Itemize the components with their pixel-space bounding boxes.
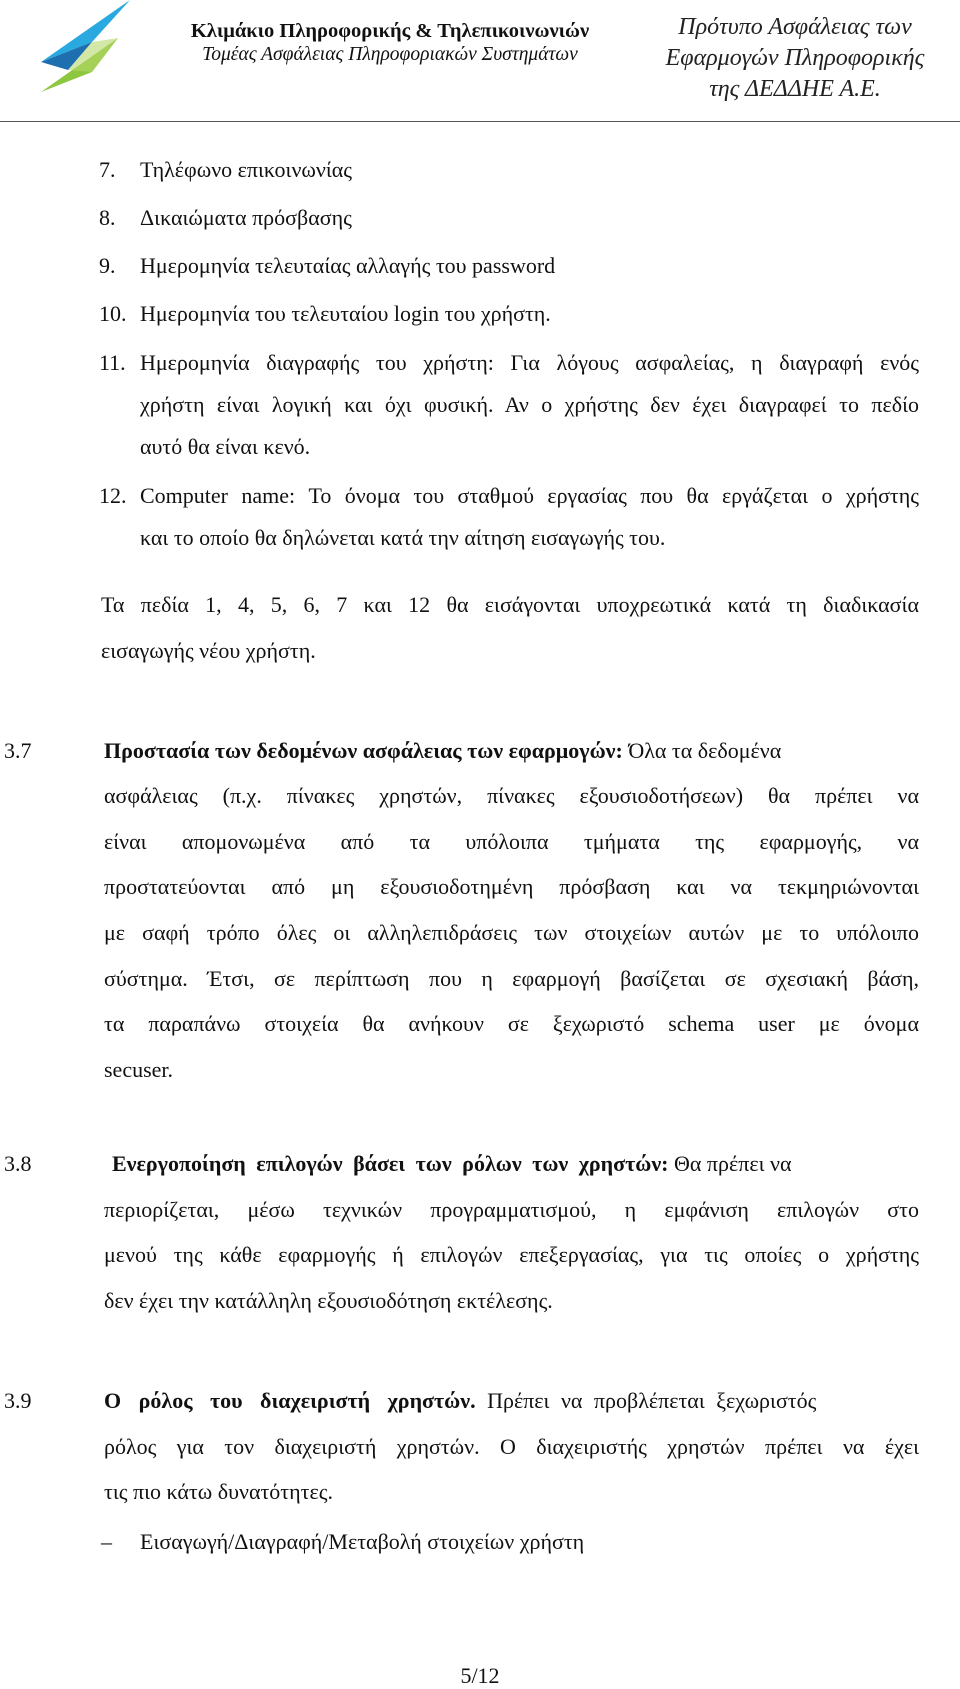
section-title: Προστασία των δεδομένων ασφάλειας των εφαρμογών: xyxy=(104,738,623,763)
section-text-line: περιορίζεται, μέσω τεχνικών προγραμματισμού, η εμφάνιση επιλογών στο xyxy=(104,1197,919,1222)
list-number: 10. xyxy=(99,301,127,326)
organization-logo xyxy=(38,0,138,95)
doc-title-line: της ΔΕΔΔΗΕ Α.Ε. xyxy=(709,76,881,102)
section-title: Ο ρόλος του διαχειριστή χρηστών. xyxy=(104,1388,476,1413)
section-text-line: τα παραπάνω στοιχεία θα ανήκουν σε ξεχωριστό schema user με όνομα xyxy=(104,1011,919,1036)
section-text-line: ρόλος για τον διαχειριστή χρηστών. Ο διαχειριστής χρηστών πρέπει να έχει xyxy=(104,1434,919,1459)
section-title: Ενεργοποίηση επιλογών βάσει των ρόλων των χρηστών: xyxy=(112,1151,669,1176)
list-item-continuation: και το οποίο θα δηλώνεται κατά την αίτηση εισαγωγής του. xyxy=(140,525,666,550)
header-divider xyxy=(0,121,960,122)
section-text-line: προστατεύονται από μη εξουσιοδοτημένη πρόσβαση και να τεκμηριώνονται xyxy=(104,874,919,899)
section-text: Θα πρέπει να xyxy=(668,1151,792,1176)
section-text-line: τις πιο κάτω δυνατότητες. xyxy=(104,1479,333,1504)
doc-title-line: Πρότυπο Ασφάλειας των xyxy=(678,14,912,40)
org-name: Κλιμάκιο Πληροφορικής & Τηλεπικοινωνιών xyxy=(190,20,590,42)
bullet-marker: – xyxy=(101,1529,112,1554)
bullet-item: Εισαγωγή/Διαγραφή/Μεταβολή στοιχείων χρήστη xyxy=(140,1529,585,1554)
list-item-continuation: αυτό θα είναι κενό. xyxy=(140,434,311,459)
section-3-8-first-line xyxy=(112,1151,919,1177)
section-number: 3.7 xyxy=(4,738,32,763)
section-text: Πρέπει να προβλέπεται ξεχωριστός xyxy=(475,1388,817,1413)
section-number: 3.9 xyxy=(4,1388,32,1413)
list-item: Τηλέφωνο επικοινωνίας xyxy=(140,157,352,182)
list-item: Ημερομηνία τελευταίας αλλαγής του password xyxy=(140,253,556,278)
list-item: Ημερομηνία διαγραφής του χρήστη: Για λόγους ασφαλείας, η διαγραφή ενός xyxy=(140,350,919,375)
org-sector: Τομέας Ασφάλειας Πληροφοριακών Συστημάτων xyxy=(202,44,578,65)
list-item: Δικαιώματα πρόσβασης xyxy=(140,205,352,230)
section-3-9-first-line xyxy=(104,1388,919,1414)
mandatory-fields-note-continuation: εισαγωγής νέου χρήστη. xyxy=(101,638,316,663)
section-text: Όλα τα δεδομένα xyxy=(622,738,782,763)
section-text-line: με σαφή τρόπο όλες οι αλληλεπιδράσεις των στοιχείων αυτών με το υπόλοιπο xyxy=(104,920,919,945)
list-item: Ημερομηνία του τελευταίου login του χρήστη. xyxy=(140,301,551,326)
list-item-continuation: χρήστη είναι λογική και όχι φυσική. Αν ο χρήστης δεν έχει διαγραφεί το πεδίο xyxy=(140,392,919,417)
page-number: 5/12 xyxy=(460,1663,500,1688)
list-number: 12. xyxy=(99,483,127,508)
section-text-line: δεν έχει την κατάλληλη εξουσιοδότηση εκτέλεσης. xyxy=(104,1288,553,1313)
doc-title-line: Εφαρμογών Πληροφορικής xyxy=(665,45,925,71)
list-number: 9. xyxy=(99,253,116,278)
list-number: 7. xyxy=(99,157,116,182)
section-text-line: ασφάλειας (π.χ. πίνακες χρηστών, πίνακες εξουσιοδοτήσεων) θα πρέπει να xyxy=(104,783,919,808)
section-text-line: secuser. xyxy=(104,1057,174,1082)
header-document-title xyxy=(640,12,950,105)
list-number: 11. xyxy=(99,350,126,375)
mandatory-fields-note: Τα πεδία 1, 4, 5, 6, 7 και 12 θα εισάγονται υποχρεωτικά κατά τη διαδικασία xyxy=(101,592,919,617)
list-item: Computer name: Το όνομα του σταθμού εργασίας που θα εργάζεται ο χρήστης xyxy=(140,483,919,508)
section-3-7-first-line xyxy=(104,738,919,764)
list-number: 8. xyxy=(99,205,116,230)
section-text-line: σύστημα. Έτσι, σε περίπτωση που η εφαρμογή βασίζεται σε σχεσιακή βάση, xyxy=(104,966,919,991)
section-text-line: μενού της κάθε εφαρμογής ή επιλογών επεξεργασίας, για τις οποίες ο χρήστης xyxy=(104,1242,919,1267)
section-text-line: είναι απομονωμένα από τα υπόλοιπα τμήματα της εφαρμογής, να xyxy=(104,829,919,854)
section-number: 3.8 xyxy=(4,1151,32,1176)
header-organization xyxy=(160,20,620,66)
